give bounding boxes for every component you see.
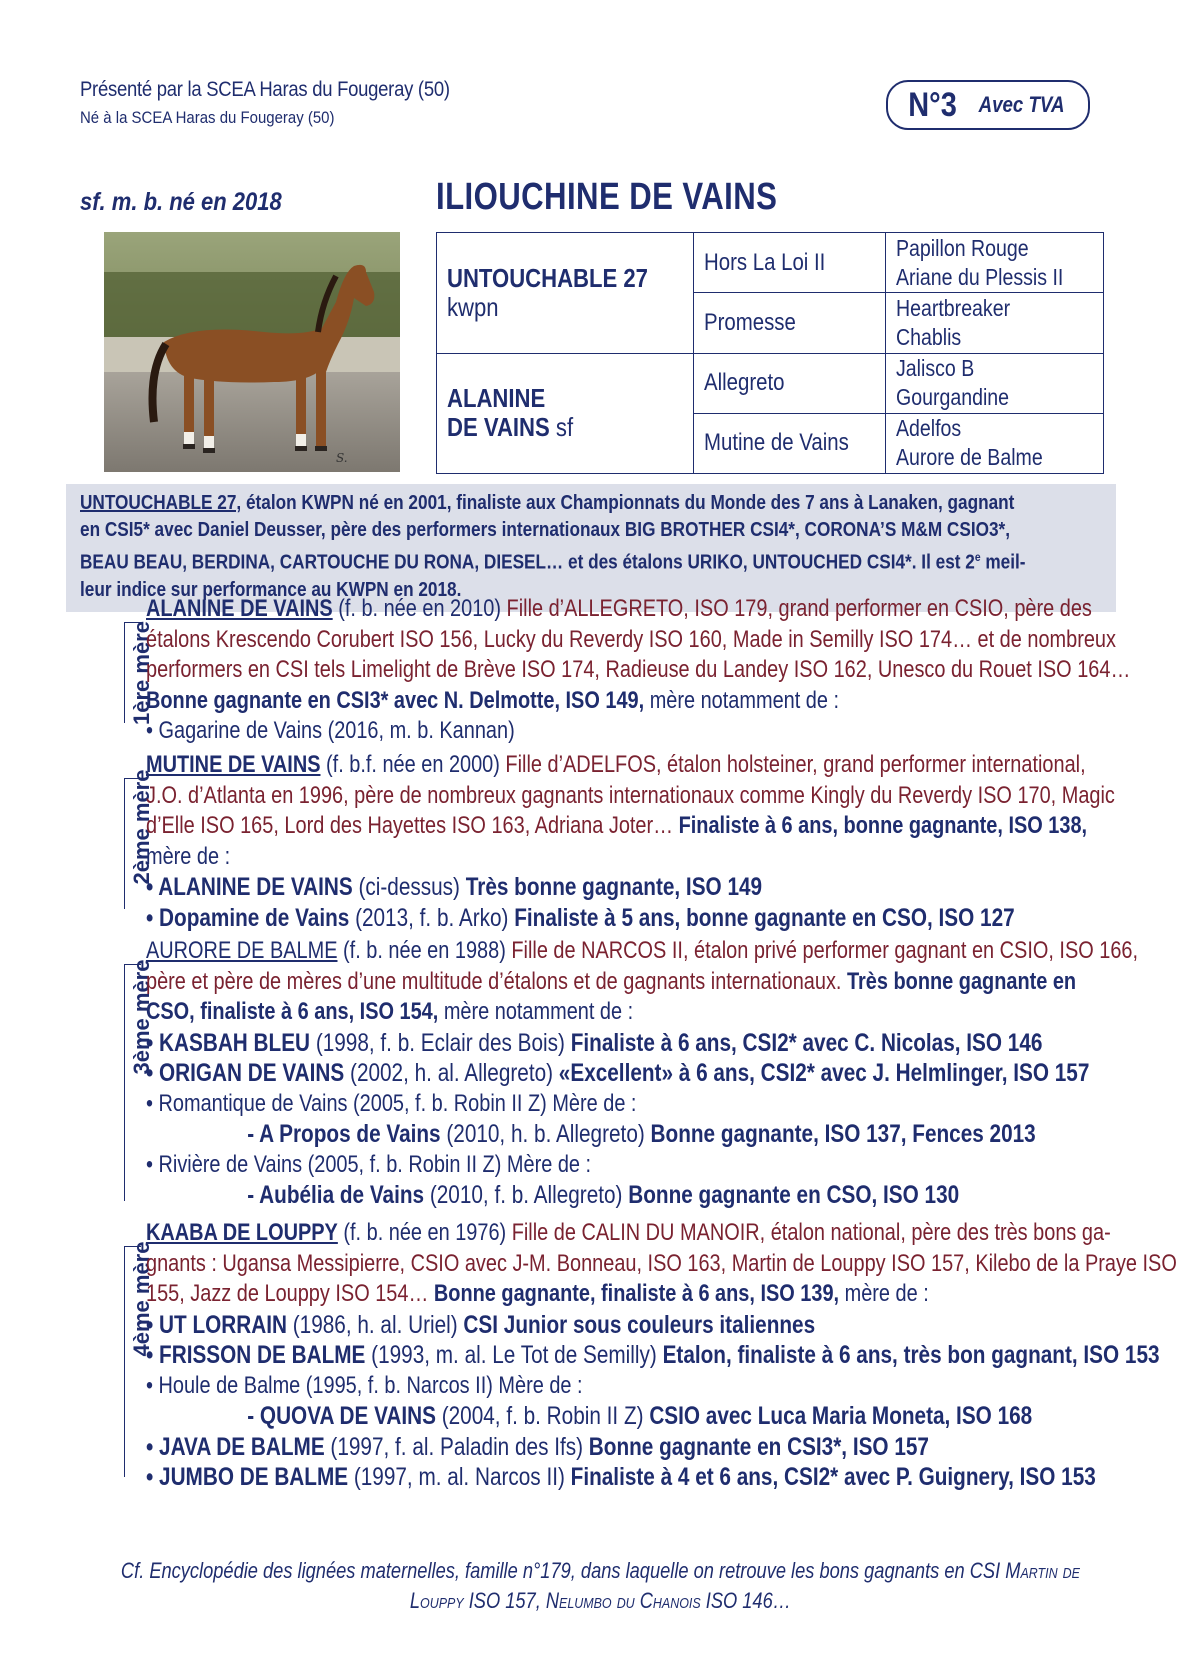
gen3-name: AURORE DE BALME bbox=[146, 937, 338, 964]
gen4-bracket bbox=[124, 1246, 141, 1477]
pedigree-sire-sire: Hors La Loi II bbox=[694, 233, 885, 293]
horse-photo-image bbox=[104, 232, 400, 472]
gen3-bracket bbox=[124, 964, 141, 1201]
born-at: Né à la SCEA Haras du Fougeray (50) bbox=[80, 108, 335, 127]
pedigree-dam-sire: Allegreto bbox=[694, 353, 885, 413]
pedigree-dam bbox=[437, 353, 694, 474]
pedigree-ggp-4: Adelfos Aurore de Balme bbox=[885, 413, 1103, 473]
gen2-name: MUTINE DE VAINS bbox=[146, 751, 321, 778]
footnote: Cf. Encyclopédie des lignées maternelles, famille n°179, dans laquelle on retrouve les bons gagnants en CSI Martin de Louppy ISO 157, Nelumbo du Chanois ISO 146… bbox=[120, 1558, 1080, 1613]
sire-stud: kwpn bbox=[447, 291, 499, 322]
dam-stud: sf bbox=[555, 412, 574, 443]
lot-tax: Avec TVA bbox=[978, 92, 1065, 117]
photo-signature: S. bbox=[336, 451, 348, 465]
gen3-paragraph: AURORE DE BALME (f. b. née en 1988) Fille de NARCOS II, étalon privé performer gagnant en CSIO, ISO 166, père et père de mères d’une multitude d’étalons et de gagnants internationaux. Très bonne gagnante en CSO, finaliste à 6 ans, ISO 154, mère notamment de : • KASBAH BLEU (1998, f. b. Eclair des Bois) Finaliste à 6 ans, CSI2* avec C. Nicolas, ISO 146 • ORIGAN DE VAINS (2002, h. al. Allegreto) «Excellent» à 6 ans, CSI2* avec J. Helmlinger, ISO 157 • Romantique de Vains (2005, f. b. Robin II Z) Mère de : - A Propos de Vains (2010, h. b. Allegreto) Bonne gagnante, ISO 137, Fences 2013 • Rivière de Vains (2005, f. b. Robin II Z) Mère de : - Aubélia de Vains (2010, f. b. Allegreto) Bonne gagnante en CSO, ISO 130 bbox=[146, 937, 1139, 1209]
gen1-label: 1ère mère bbox=[129, 621, 154, 725]
pedigree-table bbox=[436, 232, 1104, 474]
horse-name: ILIOUCHINE DE VAINS bbox=[436, 176, 778, 218]
sire-name: UNTOUCHABLE 27 bbox=[447, 262, 648, 293]
dam-name-line1: ALANINE bbox=[447, 383, 546, 414]
dam-name-line2: DE VAINS bbox=[447, 412, 550, 443]
gen3-label: 3ème mère bbox=[129, 959, 154, 1075]
gen1-bracket bbox=[124, 622, 141, 723]
pedigree-ggp-1: Papillon Rouge Ariane du Plessis II bbox=[885, 233, 1103, 293]
gen4-label: 4ème mère bbox=[129, 1241, 154, 1357]
gen4-name: KAABA DE LOUPPY bbox=[146, 1219, 338, 1246]
pedigree-sire-dam: Promesse bbox=[694, 293, 885, 353]
presented-by: Présenté par la SCEA Haras du Fougeray (50) bbox=[80, 78, 450, 101]
gen1-paragraph: ALANINE DE VAINS (f. b. née en 2010) Fille d’ALLEGRETO, ISO 179, grand performer en CSIO, père des étalons Krescendo Corubert ISO 156, Lucky du Reverdy ISO 160, Made in Semilly ISO 174… et de nombreux performers en CSI tels Limelight de Brève ISO 174, Radieuse du Landey ISO 162, Unesco du Rouet ISO 164… Bonne gagnante en CSI3* avec N. Delmotte, ISO 149, mère notamment de : • Gagarine de Vains (2016, m. b. Kannan) bbox=[146, 595, 1131, 744]
gen2-paragraph: MUTINE DE VAINS (f. b.f. née en 2000) Fille d’ADELFOS, étalon holsteiner, grand performer international, J.O. d’Atlanta en 1996, père de nombreux gagnants internationaux comme Kingly du Reverdy ISO 170, Magic d’Elle ISO 165, Lord des Hayettes ISO 163, Adriana Joter… Finaliste à 6 ans, bonne gagnante, ISO 138, mère de : • ALANINE DE VAINS (ci-dessus) Très bonne gagnante, ISO 149 • Dopamine de Vains (2013, f. b. Arko) Finaliste à 5 ans, bonne gagnante en CSO, ISO 127 bbox=[146, 751, 1115, 932]
gen4-paragraph: KAABA DE LOUPPY (f. b. née en 1976) Fille de CALIN DU MANOIR, étalon national, père des très bons ga- gnants : Ugansa Messipierre, CSIO avec J-M. Bonneau, ISO 163, Martin de Louppy ISO 157, Kilebo de la Praye ISO 155, Jazz de Louppy ISO 154… Bonne gagnante, finaliste à 6 ans, ISO 139, mère de : • UT LORRAIN (1986, h. al. Uriel) CSI Junior sous couleurs italiennes • FRISSON DE BALME (1993, m. al. Le Tot de Semilly) Etalon, finaliste à 6 ans, très bon gagnant, ISO 153 • Houle de Balme (1995, f. b. Narcos II) Mère de : - QUOVA DE VAINS (2004, f. b. Robin II Z) CSIO avec Luca Maria Moneta, ISO 168 • JAVA DE BALME (1997, f. al. Paladin des Ifs) Bonne gagnante en CSI3*, ISO 157 • JUMBO DE BALME (1997, m. al. Narcos II) Finaliste à 4 et 6 ans, CSI2* avec P. Guignery, ISO 153 bbox=[146, 1219, 1177, 1491]
summary-sire-name: UNTOUCHABLE 27, bbox=[80, 492, 242, 514]
gen2-label: 2ème mère bbox=[129, 769, 154, 885]
horse-photo bbox=[104, 232, 400, 472]
horse-description: sf. m. b. né en 2018 bbox=[80, 188, 282, 216]
pedigree-sire bbox=[437, 233, 694, 354]
gen1-name: ALANINE DE VAINS bbox=[146, 595, 333, 622]
sire-summary: UNTOUCHABLE 27, étalon KWPN né en 2001, finaliste aux Championnats du Monde des 7 ans à Lanaken, gagnant en CSI5* avec Daniel Deusser, père des performers internationaux BIG BROTHER CSI4*, CORONA’S M&M CSIO3*, BEAU BEAU, BERDINA, CARTOUCHE DU RONA, DIESEL… et des étalons URIKO, UNTOUCHED CSI4*. Il est 2e meil- leur indice sur performance au KWPN en 2018. bbox=[66, 484, 1116, 612]
lot-number: N°3 bbox=[908, 85, 957, 124]
lot-badge bbox=[886, 80, 1090, 130]
pedigree-ggp-3: Jalisco B Gourgandine bbox=[885, 353, 1103, 413]
pedigree-ggp-2: Heartbreaker Chablis bbox=[885, 293, 1103, 353]
pedigree-dam-dam: Mutine de Vains bbox=[694, 413, 885, 473]
gen2-bracket bbox=[124, 778, 141, 909]
